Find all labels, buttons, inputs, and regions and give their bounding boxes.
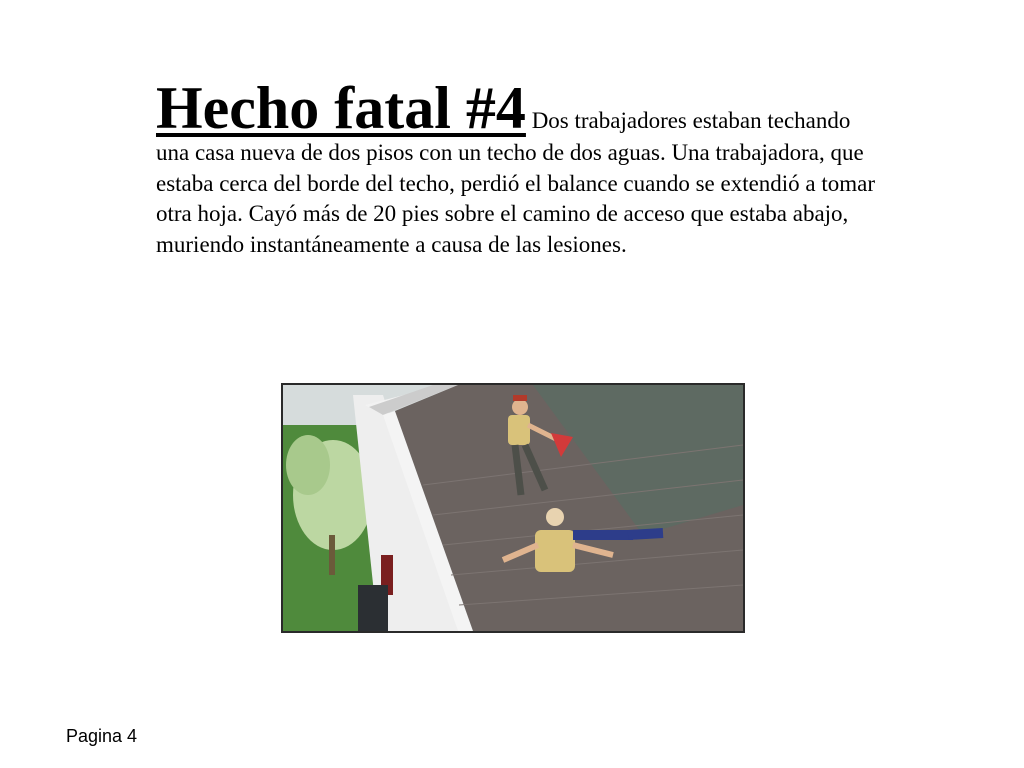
roof-fall-illustration: [281, 383, 745, 633]
tree-top: [286, 435, 330, 495]
tree-trunk: [329, 535, 335, 575]
driveway-shadow: [358, 585, 388, 631]
page-number: Pagina 4: [66, 726, 138, 746]
roof-fall-scene: [283, 385, 743, 631]
slide-text-block: [156, 75, 876, 260]
slide-heading: Hecho fatal #4: [156, 75, 526, 141]
slide-body-text: Dos trabajadores estaban techando una casa nueva de dos pisos con un techo de dos aguas. Una trabajadora, que estaba cerca del borde del techo, perdió el balance cuando se extendió a tomar otra hoja. Cayó más de 20 pies sobre el camino de acceso que estaba abajo, muriendo instantáneamente a causa de las lesiones.: [156, 108, 876, 257]
